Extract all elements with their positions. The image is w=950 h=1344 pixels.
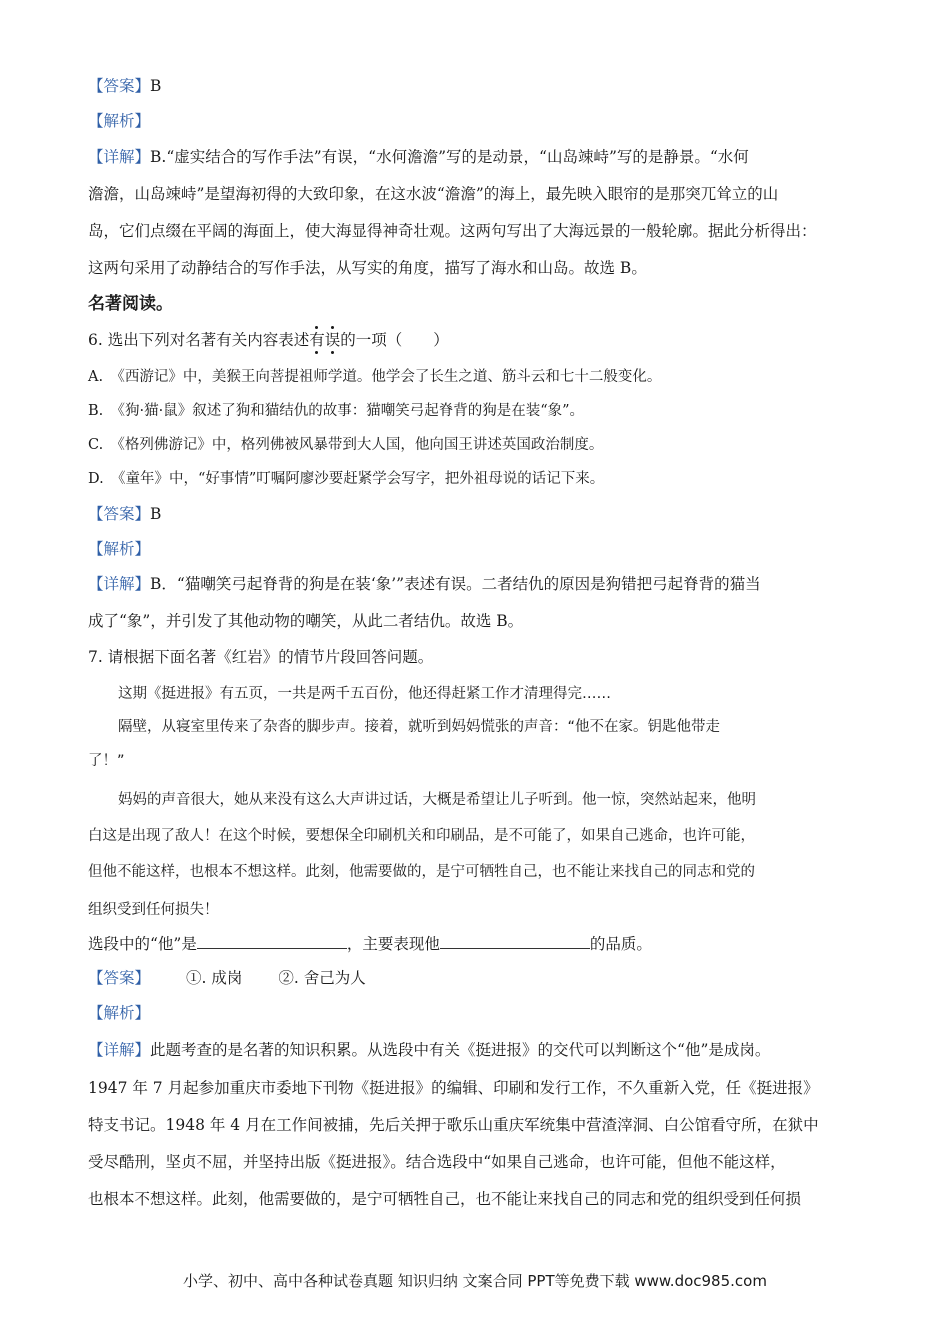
detail-text: 这两句采用了动静结合的写作手法，从写实的角度，描写了海水和山岛。故选 B。 [88, 259, 647, 277]
analysis-tag: 【解析】 [88, 540, 151, 558]
answer-tag: 【答案】 [88, 969, 151, 987]
answer-2: ②. 舍己为人 [278, 969, 366, 987]
q7-question-part2: ，主要表现他 [346, 935, 440, 953]
q7-detail-line-1 [88, 1040, 862, 1060]
detail-tag: 【详解】 [88, 575, 151, 593]
q5-detail-line-4 [88, 258, 862, 278]
answer-blank-2[interactable] [440, 934, 590, 949]
q7-detail-line-2: 1947 年 7 月起参加重庆市委地下刊物《挺进报》的编辑、印刷和发行工作，不久重新入党，任《挺进报》 [88, 1079, 819, 1097]
q6-detail-line-1 [88, 574, 862, 594]
detail-text: 此题考查的是名著的知识积累。从选段中有关《挺进报》的交代可以判断这个“他”是成岗。 [150, 1041, 771, 1059]
q7-analysis-tag-line [88, 1003, 862, 1023]
q7-detail-line-3: 特支书记。1948 年 4 月在工作间被捕，先后关押于歌乐山重庆军统集中营渣滓洞、白公馆看守所，在狱中 [88, 1116, 819, 1134]
analysis-tag: 【解析】 [88, 112, 151, 130]
answer-value: B [150, 505, 162, 523]
q6-option-b: B. 《狗·猫·鼠》叙述了狗和猫结仇的故事：猫嘲笑弓起脊背的狗是在装“象”。 [88, 403, 585, 419]
detail-text: 岛，它们点缀在平阔的海面上，使大海显得神奇壮观。这两句写出了大海远景的一般轮廓。据此分析得出： [88, 222, 817, 240]
q5-detail-line-3 [88, 221, 862, 241]
q7-passage-line-7: 组织受到任何损失！ [88, 902, 219, 918]
answer-value: B [150, 77, 162, 95]
detail-text: B．“猫嘲笑弓起脊背的狗是在装‘象’”表述有误。二者结仇的原因是狗错把弓起脊背的猫当 [150, 575, 761, 593]
analysis-tag: 【解析】 [88, 1004, 151, 1022]
q6-option-d: D. 《童年》中，“好事情”叮嘱阿廖沙要赶紧学会写字，把外祖母说的话记下来。 [88, 471, 605, 487]
q6-stem-post: 的一项（ ） [340, 331, 449, 349]
section-title: 名著阅读。 [88, 294, 173, 314]
q6-option-c: C. 《格列佛游记》中，格列佛被风暴带到大人国，他向国王讲述英国政治制度。 [88, 437, 604, 453]
q7-passage-line-6: 但他不能这样，也根本不想这样。此刻，他需要做的，是宁可牺牲自己，也不能让来找自己的同志和党的 [88, 864, 755, 880]
emphasis-char-1: 有 [309, 331, 325, 349]
q6-detail-line-2 [88, 611, 862, 631]
q7-stem: 7. 请根据下面名著《红岩》的情节片段回答问题。 [88, 648, 434, 666]
detail-tag: 【详解】 [88, 1041, 151, 1059]
detail-text: B.“虚实结合的写作手法”有误，“水何澹澹”写的是动景，“山岛竦峙”写的是静景。“水何 [150, 148, 749, 166]
q5-detail-line-1 [88, 147, 862, 167]
q7-detail-line-4: 受尽酷刑，坚贞不屈，并坚持出版《挺进报》。结合选段中“如果自己逃命，也许可能，但他不能这样， [88, 1153, 786, 1171]
q5-answer-line [88, 76, 862, 96]
q6-answer-line [88, 504, 862, 524]
q7-question-part1: 选段中的“他”是 [88, 935, 197, 953]
q7-question [88, 934, 862, 954]
answer-tag: 【答案】 [88, 77, 151, 95]
detail-text: 澹澹，山岛竦峙”是望海初得的大致印象，在这水波“澹澹”的海上，最先映入眼帘的是那突兀耸立的山 [88, 185, 779, 203]
q5-detail-line-2 [88, 184, 862, 204]
answer-tag: 【答案】 [88, 505, 151, 523]
q6-analysis-tag-line [88, 539, 862, 559]
q6-stem-pre: 6. 选出下列对名著有关内容表述 [88, 331, 310, 349]
q7-answer-line [88, 968, 862, 988]
detail-tag: 【详解】 [88, 148, 151, 166]
emphasis-char-2: 误 [324, 331, 341, 349]
q7-passage-line-3: 了！” [88, 753, 125, 769]
q5-analysis-tag-line [88, 111, 862, 131]
q7-passage-line-4: 妈妈的声音很大，她从来没有这么大声讲过话，大概是希望让儿子听到。他一惊，突然站起来，他明 [118, 792, 756, 808]
answer-blank-1[interactable] [197, 934, 347, 949]
answer-1: ①. 成岗 [186, 969, 243, 987]
q7-question-part3: 的品质。 [589, 935, 652, 953]
q7-passage-line-5: 白这是出现了敌人！在这个时候，要想保全印刷机关和印刷品，是不可能了，如果自己逃命，也许可能， [88, 828, 755, 844]
q7-passage-line-2: 隔壁，从寝室里传来了杂沓的脚步声。接着，就听到妈妈慌张的声音：“他不在家。钥匙他带走 [118, 719, 721, 735]
page-footer: 小学、初中、高中各种试卷真题 知识归纳 文案合同 PPT等免费下载 www.doc985.com [183, 1272, 767, 1290]
q7-detail-line-5: 也根本不想这样。此刻，他需要做的，是宁可牺牲自己，也不能让来找自己的同志和党的组织受到任何损 [88, 1190, 802, 1208]
q6-option-a: A. 《西游记》中，美猴王向菩提祖师学道。他学会了长生之道、筋斗云和七十二般变化。 [88, 369, 662, 385]
q6-stem [88, 330, 862, 350]
q7-passage-line-1: 这期《挺进报》有五页，一共是两千五百份，他还得赶紧工作才清理得完…… [118, 686, 611, 702]
detail-text: 成了“象”，并引发了其他动物的嘲笑，从此二者结仇。故选 B。 [88, 612, 524, 630]
